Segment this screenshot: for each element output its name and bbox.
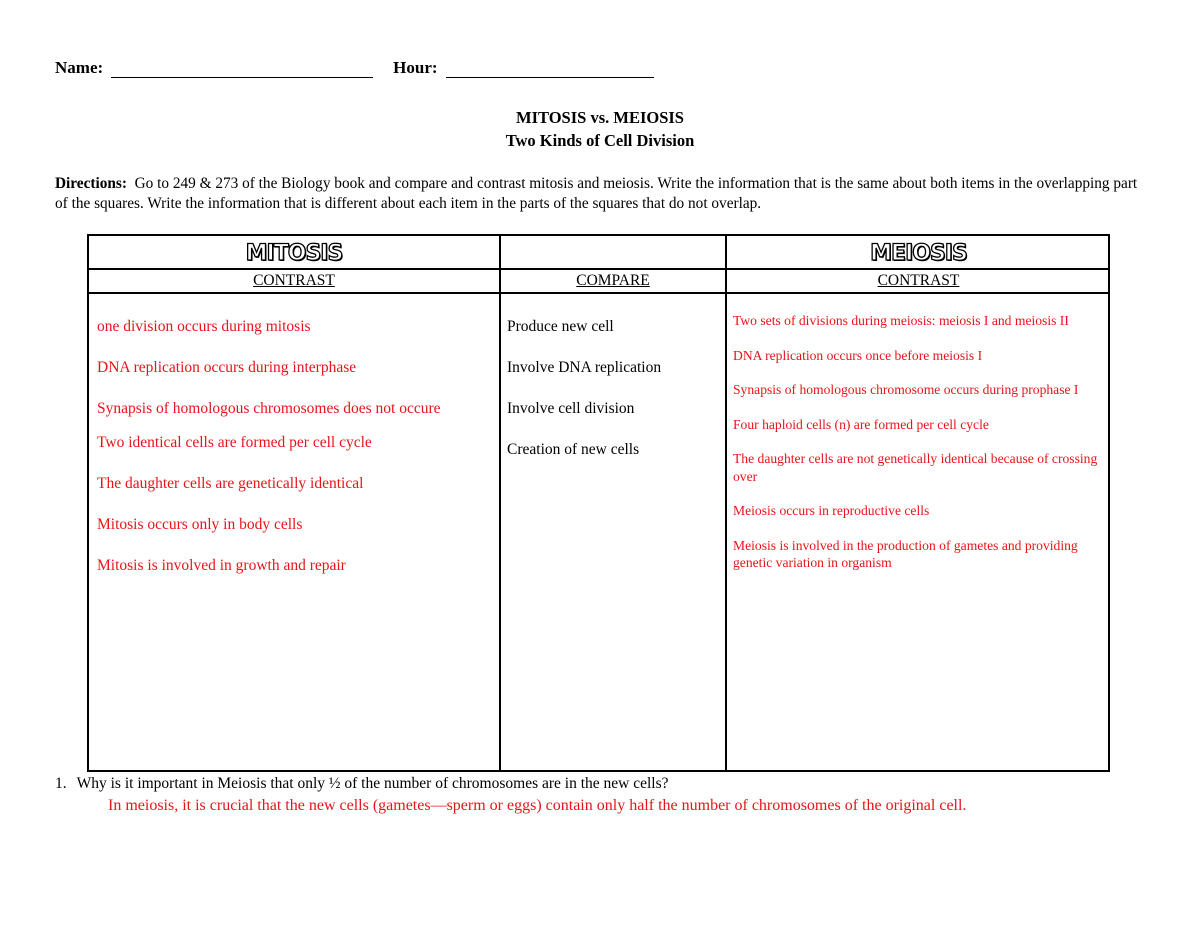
list-item: Involve DNA replication [507, 359, 662, 376]
question-1 [55, 775, 669, 793]
list-item: one division occurs during mitosis [97, 318, 311, 335]
list-item: Synapsis of homologous chromosomes does not occure [97, 400, 441, 417]
list-item: Meiosis is involved in the production of gametes and providing genetic variation in organism [733, 537, 1078, 570]
row-divider [89, 292, 1108, 294]
answer-text: In meiosis, it is crucial that the new cells (gametes—sperm or eggs) contain only half the number of chromosomes of the original cell. [108, 797, 967, 814]
meiosis-list [733, 312, 1098, 589]
meiosis-heading: MEIOSIS [870, 241, 967, 266]
list-item: Produce new cell [507, 318, 614, 335]
page-title: MITOSIS vs. MEIOSIS [516, 108, 684, 127]
list-item: DNA replication occurs once before meiosis I [733, 347, 983, 363]
directions-label: Directions: [55, 175, 127, 192]
list-item: Creation of new cells [507, 441, 640, 458]
compare-contrast-table [87, 234, 1110, 772]
question-number: 1. [55, 775, 67, 792]
directions-text: Go to 249 & 273 of the Biology book and compare and contrast mitosis and meiosis. Write the information that is the same about both items in the overlapping part of the squares. Write the information that is different about each item in the parts of the squares that do not overlap. [55, 175, 1138, 212]
list-item: Mitosis is involved in growth and repair [97, 557, 346, 574]
hour-label: Hour: [393, 58, 438, 77]
header-line [55, 58, 654, 78]
name-blank[interactable] [111, 61, 373, 78]
name-label: Name: [55, 58, 104, 77]
hour-blank[interactable] [446, 61, 654, 78]
list-item: Four haploid cells (n) are formed per cell cycle [733, 416, 989, 432]
list-item: Two sets of divisions during meiosis: meiosis I and meiosis II [733, 313, 1069, 328]
list-item: Involve cell division [507, 400, 635, 417]
meiosis-contrast-header: CONTRAST [877, 272, 960, 289]
list-item: The daughter cells are genetically identical [97, 475, 364, 492]
list-item: Two identical cells are formed per cell cycle [97, 434, 372, 451]
list-item: Mitosis occurs only in body cells [97, 516, 303, 533]
column-divider [725, 236, 727, 770]
list-item: The daughter cells are not genetically identical because of crossing over [733, 451, 1098, 484]
compare-header: COMPARE [576, 272, 650, 289]
compare-list [507, 316, 719, 480]
column-divider [499, 236, 501, 770]
mitosis-contrast-header: CONTRAST [253, 272, 335, 289]
list-item: Meiosis occurs in reproductive cells [733, 503, 930, 518]
directions [55, 174, 1145, 214]
mitosis-heading: MITOSIS [245, 241, 343, 266]
question-text: Why is it important in Meiosis that only ½ of the number of chromosomes are in the new cells? [76, 775, 669, 792]
page-subtitle: Two Kinds of Cell Division [505, 131, 695, 150]
mitosis-list [97, 316, 487, 596]
list-item: Synapsis of homologous chromosome occurs during prophase I [733, 382, 1079, 397]
list-item: DNA replication occurs during interphase [97, 359, 357, 376]
